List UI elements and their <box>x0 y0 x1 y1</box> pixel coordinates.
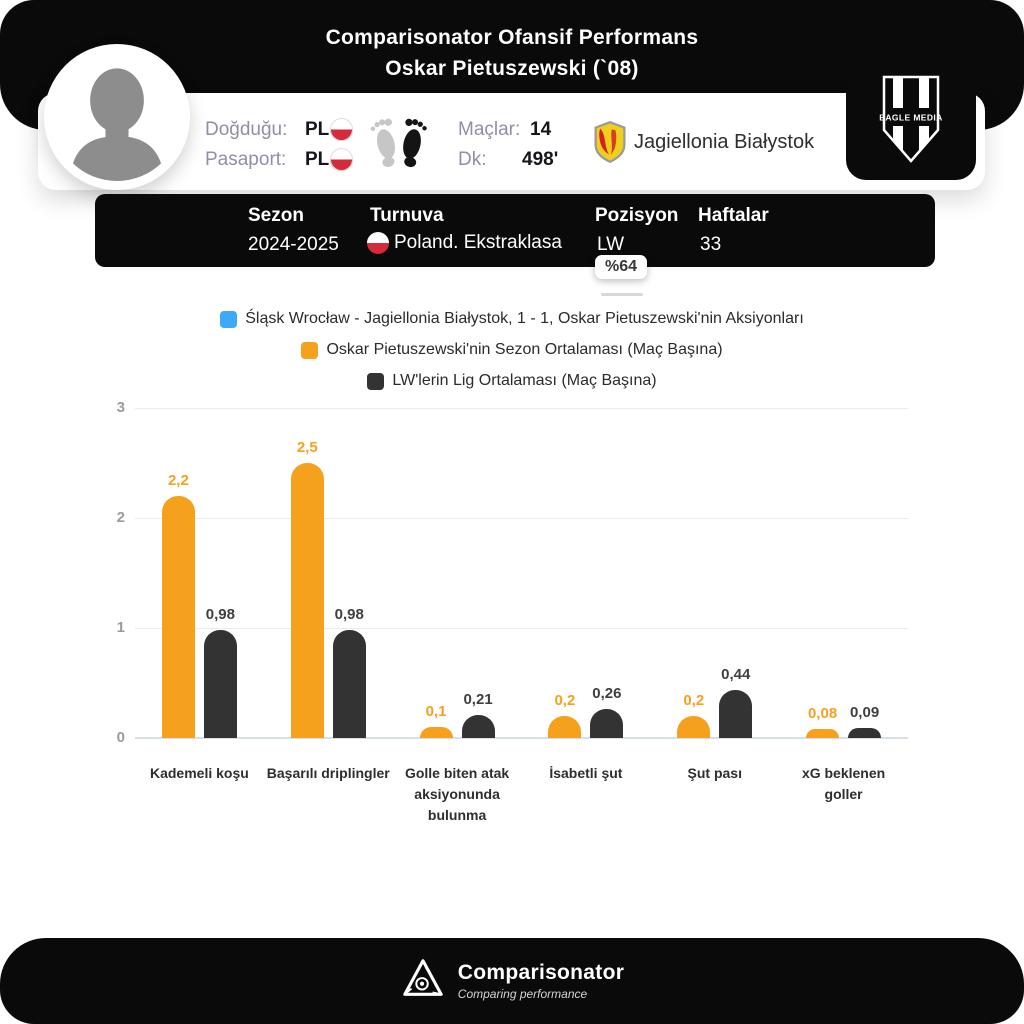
matches-label: Maçlar: <box>458 119 521 140</box>
bar-dark-3 <box>590 709 623 738</box>
weeks-value: 33 <box>700 234 722 255</box>
gridline <box>135 518 908 519</box>
bar-value-label: 0,2 <box>554 692 576 709</box>
x-axis-labels <box>135 763 908 843</box>
tournament-label: Turnuva <box>370 205 444 226</box>
bar-dark-1 <box>333 630 366 738</box>
eagle-media-logo <box>846 62 976 180</box>
legend-item-match-actions <box>0 310 1024 328</box>
bar-value-label: 2,2 <box>167 472 189 489</box>
brand-tagline: Comparing performance <box>457 987 588 1001</box>
bar-orange-4 <box>677 716 710 738</box>
percentile-badge: %64 <box>595 255 647 279</box>
y-tick-label: 2 <box>116 509 125 526</box>
bar-value-label: 0,26 <box>592 685 622 703</box>
gridline <box>135 408 908 409</box>
matches-value: 14 <box>530 119 552 140</box>
bar-value-label: 0,44 <box>721 665 751 683</box>
bar-value-label: 0,2 <box>683 692 705 709</box>
avatar <box>44 44 190 190</box>
y-tick-label: 0 <box>116 729 125 746</box>
poland-flag-icon <box>330 118 353 141</box>
season-value: 2024-2025 <box>248 234 339 255</box>
bar-dark-5 <box>848 728 881 738</box>
eagle-media-text: EAGLE MEDIA <box>879 112 943 123</box>
bar-value-label: 0,98 <box>205 606 235 624</box>
footer-band <box>0 938 1024 1024</box>
poland-flag-icon <box>330 148 353 171</box>
page-title: Comparisonator Ofansif Performans <box>325 26 699 49</box>
passport-label: Pasaport: <box>205 149 287 170</box>
legend-swatch-orange <box>301 342 318 359</box>
bar-value-label: 0,09 <box>849 704 880 722</box>
x-axis-label: Başarılı driplingler <box>266 765 390 781</box>
position-label: Pozisyon <box>595 205 679 226</box>
passport-value: PL <box>305 149 330 170</box>
bar-dark-4 <box>719 690 752 738</box>
bar-value-label: 2,5 <box>296 439 318 456</box>
legend-item-season-average <box>0 341 1024 359</box>
minutes-value: 498' <box>522 149 559 170</box>
bar-orange-2 <box>420 727 453 738</box>
bar-value-label: 0,08 <box>807 705 838 723</box>
bar-orange-1 <box>291 463 324 738</box>
bar-value-label: 0,21 <box>463 690 493 708</box>
tournament-value <box>367 232 562 254</box>
season-label: Sezon <box>248 205 304 226</box>
bar-orange-5 <box>806 729 839 738</box>
x-axis-label: Kademeli koşu <box>149 765 249 781</box>
x-axis-label: Golle biten atak aksiyonunda bulunma <box>404 765 510 823</box>
position-value: LW <box>597 234 625 255</box>
season-info-bar <box>95 194 935 267</box>
legend-label: LW'lerin Lig Ortalaması (Maç Başına) <box>392 372 657 389</box>
brand-name: Comparisonator <box>457 961 625 984</box>
comparisonator-logo-icon <box>400 956 446 1007</box>
tournament-name: Poland. Ekstraklasa <box>394 232 562 253</box>
x-axis-label: Şut pası <box>687 765 742 781</box>
bar-dark-2 <box>462 715 495 738</box>
chart-legend <box>0 310 1024 403</box>
page-subtitle: Oskar Pietuszewski (`08) <box>385 57 639 80</box>
birth-value: PL <box>305 119 330 140</box>
gridline <box>135 737 908 739</box>
bar-value-label: 0,98 <box>334 606 364 624</box>
legend-swatch-blue <box>220 311 237 328</box>
legend-item-league-average <box>0 372 1024 390</box>
plot-area <box>116 399 908 746</box>
legend-swatch-dark <box>367 373 384 390</box>
y-tick-label: 1 <box>116 619 125 636</box>
poland-flag-icon <box>367 232 389 254</box>
percentile-badge-underline <box>601 293 643 296</box>
y-tick-label: 3 <box>116 399 125 416</box>
gridline <box>135 628 908 629</box>
x-axis-label: xG beklenen goller <box>801 765 886 802</box>
bar-orange-3 <box>548 716 581 738</box>
club-name: Jagiellonia Białystok <box>634 131 815 153</box>
legend-label: Śląsk Wrocław - Jagiellonia Białystok, 1 - 1, Oskar Pietuszewski'nin Aksiyonları <box>245 310 804 327</box>
club-crest-icon <box>592 120 628 169</box>
weeks-label: Haftalar <box>698 205 769 226</box>
avatar-silhouette-icon <box>53 53 181 181</box>
bar-dark-0 <box>204 630 237 738</box>
feet-icon <box>366 106 432 179</box>
minutes-label: Dk: <box>458 149 487 170</box>
legend-label: Oskar Pietuszewski'nin Sezon Ortalaması (Maç Başına) <box>326 341 723 358</box>
birth-label: Doğduğu: <box>205 119 288 140</box>
x-axis-label: İsabetli şut <box>549 765 623 781</box>
bar-value-label: 0,1 <box>425 703 447 720</box>
